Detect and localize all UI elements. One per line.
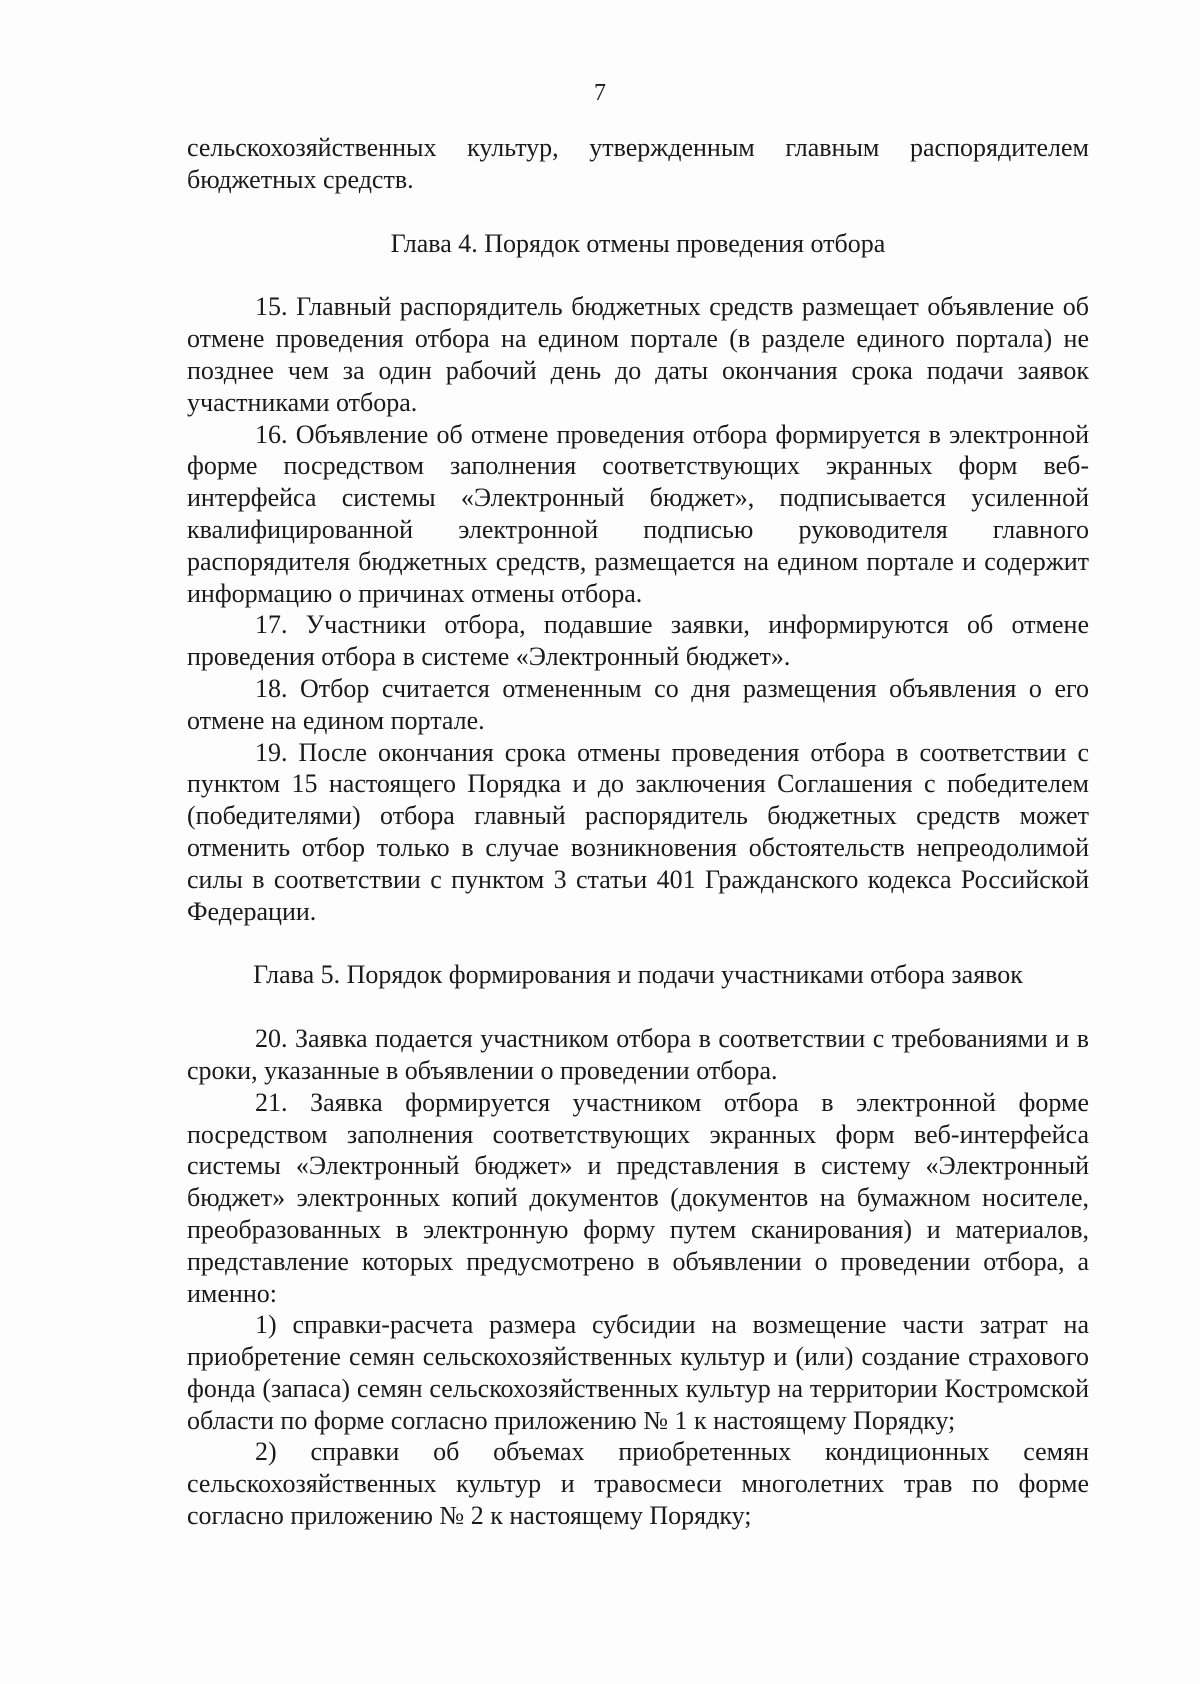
paragraph-17: 17. Участники отбора, подавшие заявки, информируются об отмене проведения отбора в системе «Электронный бюджет».: [187, 610, 1089, 672]
chapter-5-heading: Глава 5. Порядок формирования и подачи участниками отбора заявок: [253, 960, 1023, 990]
chapter-4-heading: Глава 4. Порядок отмены проведения отбора: [390, 228, 886, 258]
paragraph-15: 15. Главный распорядитель бюджетных средств размещает объявление об отмене проведения отбора на едином портале (в разделе единого портала) не позднее чем за один рабочий день до даты окончания срока подачи заявок участниками отбора.: [187, 292, 1089, 417]
paragraph-continuation: сельскохозяйственных культур, утвержденным главным распорядителем бюджетных средств.: [187, 133, 1089, 194]
page-number: 7: [594, 80, 606, 106]
spacer: [187, 991, 1089, 1023]
paragraph-21-item-1: 1) справки-расчета размера субсидии на возмещение части затрат на приобретение семян сельскохозяйственных культур и (или) создание страхового фонда (запаса) семян сельскохозяйственных культур на территории Костромской области по форме согласно приложению № 1 к настоящему Порядку;: [187, 1310, 1089, 1435]
paragraph-18: 18. Отбор считается отмененным со дня размещения объявления о его отмене на едином портале.: [187, 673, 1089, 735]
spacer: [187, 927, 1089, 959]
paragraph-21: 21. Заявка формируется участником отбора в электронной форме посредством заполнения соответствующих экранных форм веб-интерфейса системы «Электронный бюджет» и представления в систему «Электронный бюджет» электронных копий документов (документов на бумажном носителе, преобразованных в электронную форму путем сканирования) и материалов, представление которых предусмотрено в объявлении о проведении отбора, а именно:: [187, 1087, 1089, 1308]
paragraph-21-item-2: 2) справки об объемах приобретенных кондиционных семян сельскохозяйственных культур и травосмеси многолетних трав по форме согласно приложению № 2 к настоящему Порядку;: [187, 1437, 1089, 1531]
paragraph-19: 19. После окончания срока отмены проведения отбора в соответствии с пунктом 15 настоящего Порядка и до заключения Соглашения с победителем (победителями) отбора главный распорядитель бюджетных средств может отменить отбор только в случае возникновения обстоятельств непреодолимой силы в соответствии с пунктом 3 статьи 401 Гражданского кодекса Российской Федерации.: [187, 737, 1089, 926]
spacer: [187, 259, 1089, 291]
paragraph-20: 20. Заявка подается участником отбора в соответствии с требованиями и в сроки, указанные в объявлении о проведении отбора.: [187, 1024, 1089, 1085]
spacer: [187, 196, 1089, 228]
paragraph-16: 16. Объявление об отмене проведения отбора формируется в электронной форме посредством заполнения соответствующих экранных форм веб-интерфейса системы «Электронный бюджет», подписывается усиленной квалифицированной электронной подписью руководителя главного распорядителя бюджетных средств, размещается на едином портале и содержит информацию о причинах отмены отбора.: [187, 419, 1089, 608]
document-body: [187, 132, 1089, 1532]
